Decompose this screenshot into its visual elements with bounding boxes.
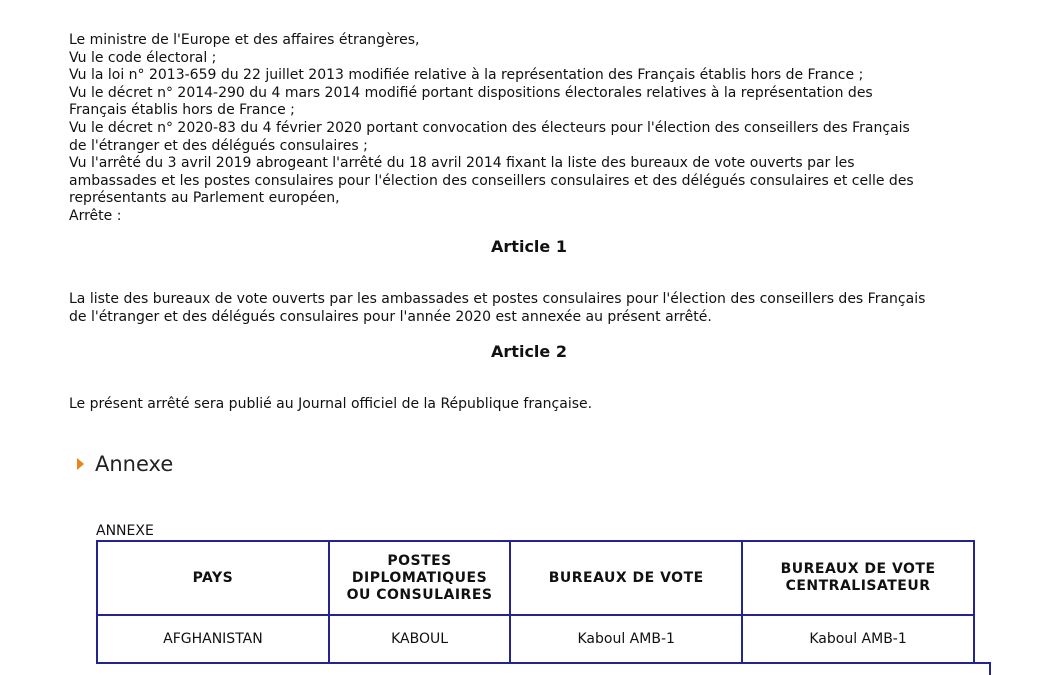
annexe-table — [96, 540, 975, 664]
preamble-line: Arrête : — [69, 207, 122, 224]
table-row — [97, 615, 974, 663]
preamble — [69, 32, 1009, 226]
article-2-title: Article 2 — [491, 342, 567, 361]
header-text: BUREAUX DE VOTE — [780, 561, 936, 577]
preamble-line: Français établis hors de France ; — [69, 102, 295, 119]
header-bureaux-de-vote — [510, 541, 742, 615]
annexe-heading-label: Annexe — [95, 452, 174, 476]
header-text: BUREAUX DE VOTE — [548, 569, 704, 586]
preamble-line: Le ministre de l'Europe et des affaires étrangères, — [69, 32, 420, 48]
article-1-body — [69, 291, 1009, 326]
header-text: POSTES — [387, 552, 452, 569]
annexe-label: ANNEXE — [96, 523, 154, 539]
preamble-line: ambassades et les postes consulaires pour l'élection des conseillers consulaires et des délégués consulaires et celle des — [69, 172, 914, 189]
cell-centralisateur: Kaboul AMB-1 — [742, 615, 974, 663]
cell-pays: AFGHANISTAN — [97, 615, 329, 663]
preamble-line: représentants au Parlement européen, — [69, 190, 340, 207]
header-postes — [329, 541, 510, 615]
article-1-line: de l'étranger et des délégués consulaires pour l'année 2020 est annexée au présent arrêté. — [69, 308, 712, 325]
preamble-line: de l'étranger et des délégués consulaires ; — [69, 137, 368, 154]
header-text: DIPLOMATIQUES — [351, 569, 488, 586]
table-header-row — [97, 541, 974, 615]
header-text: CENTRALISATEUR — [785, 578, 931, 594]
preamble-line: Vu l'arrêté du 3 avril 2019 abrogeant l'arrêté du 18 avril 2014 fixant la liste des bureaux de vote ouverts par les — [69, 155, 855, 172]
article-1-line: La liste des bureaux de vote ouverts par les ambassades et postes consulaires pour l'élection des conseillers des Français — [69, 291, 926, 307]
article-2-body — [69, 396, 1009, 414]
cell-poste: KABOUL — [329, 615, 510, 663]
header-pays — [97, 541, 329, 615]
table-next-row-edge — [96, 662, 991, 675]
header-bureaux-centralisateur — [742, 541, 974, 615]
preamble-line: Vu le décret n° 2014-290 du 4 mars 2014 modifié portant dispositions électorales relatives à la représentation des — [69, 84, 873, 101]
annexe-heading[interactable] — [77, 452, 173, 476]
preamble-line: Vu le décret n° 2020-83 du 4 février 2020 portant convocation des électeurs pour l'élection des conseillers des Français — [69, 119, 910, 136]
article-2-line: Le présent arrêté sera publié au Journal officiel de la République française. — [69, 396, 593, 412]
article-1-title: Article 1 — [491, 237, 567, 256]
header-text: OU CONSULAIRES — [346, 586, 493, 603]
header-text: PAYS — [192, 569, 234, 586]
preamble-line: Vu la loi n° 2013-659 du 22 juillet 2013 modifiée relative à la représentation des Français établis hors de France ; — [69, 67, 864, 84]
triangle-right-icon — [77, 458, 84, 470]
preamble-line: Vu le code électoral ; — [69, 49, 217, 66]
cell-bureau: Kaboul AMB-1 — [510, 615, 742, 663]
